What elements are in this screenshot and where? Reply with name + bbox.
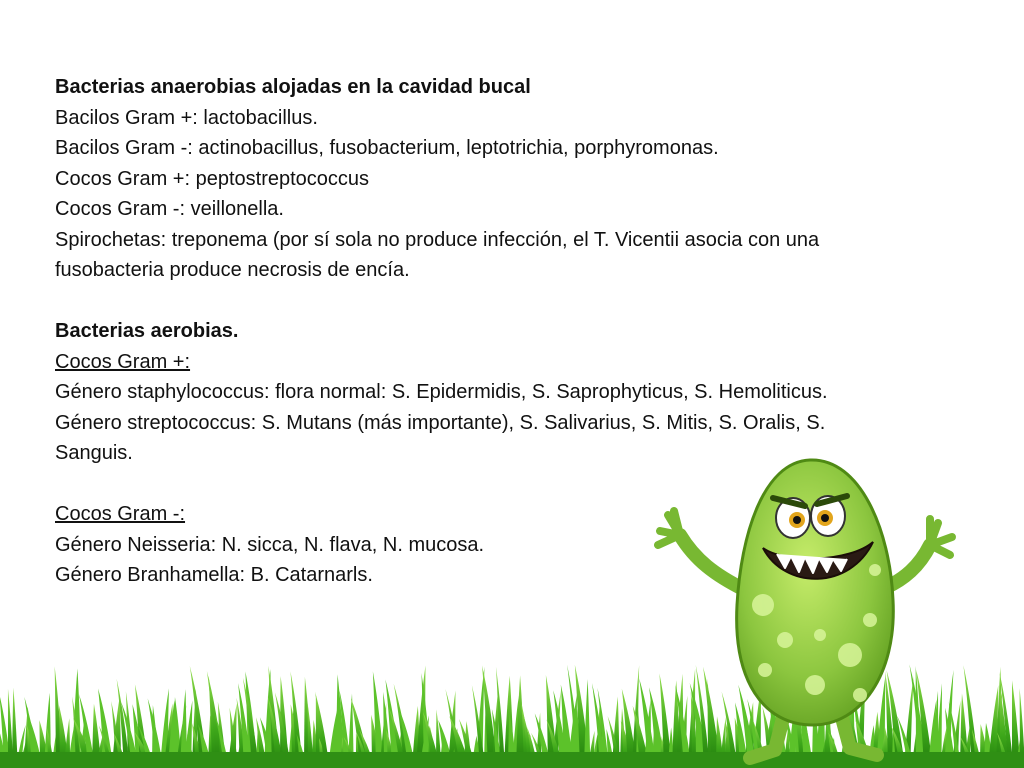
anaerobic-heading: Bacterias anaerobias alojadas en la cavidad bucal [55, 76, 531, 98]
gram-positive-line: Sanguis. [55, 442, 133, 464]
gram-positive-heading: Cocos Gram +: [55, 350, 191, 373]
anaerobic-line: Cocos Gram +: peptostreptococcus [55, 167, 370, 190]
green-bacteria-monster-icon [645, 440, 975, 768]
aerobic-heading: Bacterias aerobias. [55, 320, 239, 342]
anaerobic-line: Cocos Gram -: veillonella. [55, 198, 284, 220]
anaerobic-line: Bacilos Gram +: lactobacillus. [55, 106, 318, 129]
gram-negative-line: Género Neisseria: N. sicca, N. flava, N. mucosa. [55, 533, 485, 556]
gram-positive-line: Género staphylococcus: flora normal: S. Epidermidis, S. Saprophyticus, S. Hemoliticus. [55, 381, 828, 403]
anaerobic-line: fusobacteria produce necrosis de encía. [55, 259, 410, 281]
gram-negative-line: Género Branhamella: B. Catarnarls. [55, 564, 373, 586]
gram-negative-heading: Cocos Gram -: [55, 503, 186, 525]
spacer [55, 286, 995, 317]
anaerobic-line: Bacilos Gram -: actinobacillus, fusobacterium, leptotrichia, porphyromonas. [55, 137, 719, 159]
anaerobic-line: Spirochetas: treponema (por sí sola no produce infección, el T. Vicentii asocia con una [55, 228, 820, 251]
gram-positive-line: Género streptococcus: S. Mutans (más importante), S. Salivarius, S. Mitis, S. Oralis, S. [55, 411, 826, 434]
